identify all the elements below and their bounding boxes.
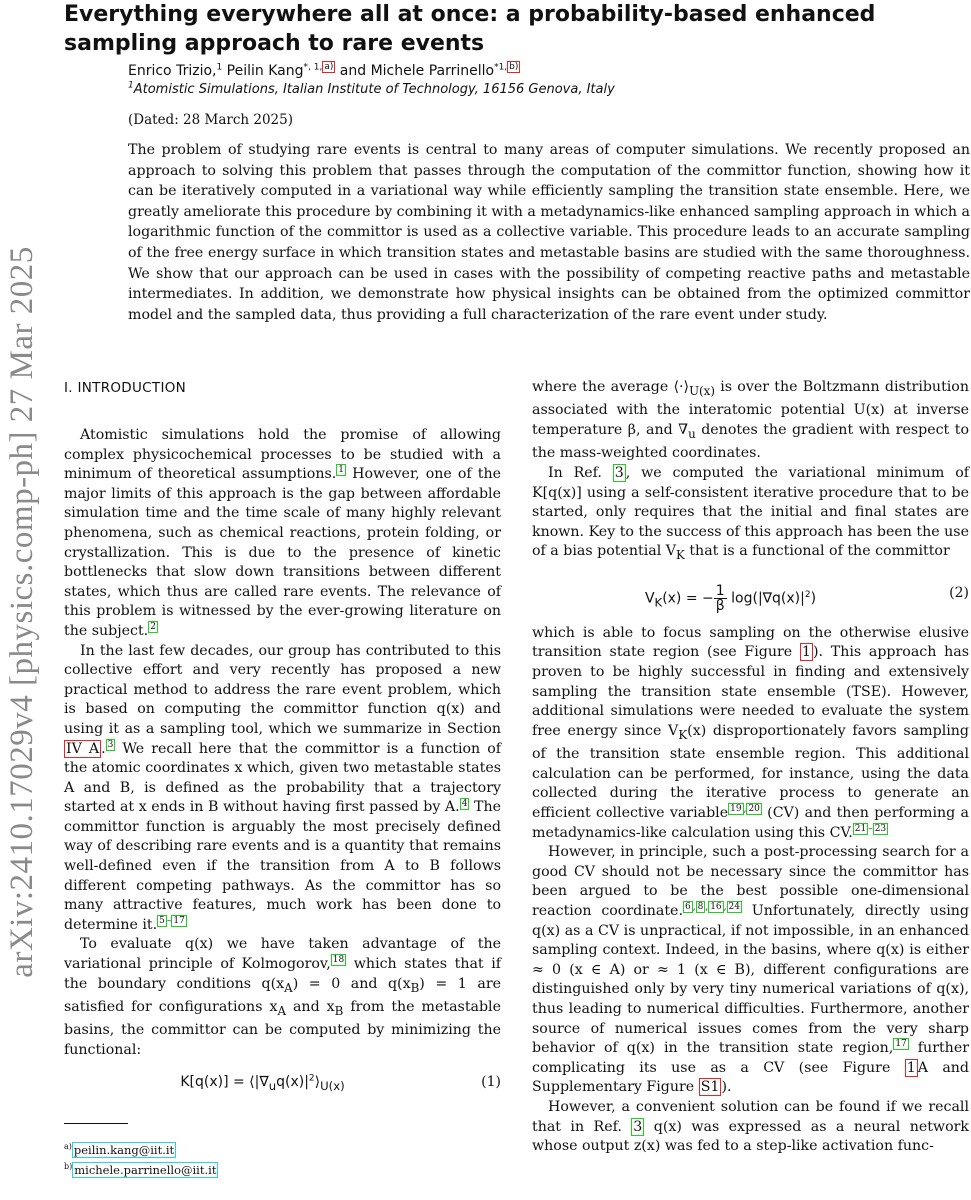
figure-link[interactable]: 1: [801, 644, 811, 661]
paragraph: Atomistic simulations hold the promise of allowing complex physicochemical processes to be studied with a minimum of theoretical assumptions. $^1$ However, one of the major limits of this approach is the gap between affordable simulation time and the time scale of many highly relevant phenomena, such as chemical reactions, protein folding, or crystallization. This is due to the presence of kinetic bottlenecks that slow down transitions between different states, which thus are called rare events. The relevance of this problem is witnessed by the ever-growing literature on the subject. $^2$: [64, 427, 501, 639]
citation-link[interactable]: 6: [684, 902, 691, 913]
paper-title: Everything everywhere all at once: a probability-based enhanced sampling approach to rare events: [64, 2, 876, 56]
arxiv-sidebar: [4, 246, 44, 978]
author-trizio: Enrico Trizio,: [128, 63, 217, 79]
citation-link[interactable]: 3: [633, 1118, 643, 1135]
footnote-b-link[interactable]: b): [509, 62, 519, 73]
citation-link[interactable]: 20: [748, 804, 760, 815]
citation-link[interactable]: 17: [895, 1039, 907, 1050]
supplementary-figure-link[interactable]: S1: [700, 1079, 720, 1096]
citation-link[interactable]: 23: [874, 823, 887, 834]
citation-link[interactable]: 4: [461, 798, 468, 809]
paragraph: which is able to focus sampling on the otherwise elusive transition state region (see Figure 1 ). This approach has proven to be highly successful in finding and extensively sampling the transition state ensemble (TSE). However, additional simulations were needed to evaluate the system free energy since $V_K(x)$ disproportionately favors sampling of the transition state ensemble region. This additional calculation can be performed, for instance, using the data collected during the iterative process to generate an efficient collective variable $^{19 , 20}$ (CV) and then performing a metadynamics-like calculation using this CV. $^{21 - 23}$: [532, 624, 969, 841]
citation-link[interactable]: 2: [150, 622, 156, 633]
left-column: [64, 378, 501, 1180]
citation-link[interactable]: 3: [107, 739, 114, 750]
citation-link[interactable]: 1: [338, 465, 344, 476]
equation-2: $V_K(x)$ = − $\frac{1}{\beta}$ $\log(|\nabla q(x)|^2)$ (2): [644, 582, 969, 614]
section-heading-introduction: I. INTRODUCTION: [64, 380, 187, 396]
citation-link[interactable]: 16: [710, 902, 722, 913]
section-link[interactable]: IV A: [66, 740, 100, 757]
equation-1: $K[q(x)] = ⟨|\nabla_uq(x)|^2⟩_{U(x)}$ (1): [180, 1073, 501, 1093]
email-link-kang[interactable]: peilin.kang@iit.it: [73, 1142, 175, 1157]
affiliation: $^1$Atomistic Simulations, Italian Institute of Technology, 16156 Genova, Italy: [128, 80, 615, 97]
right-column: [532, 378, 969, 1157]
author-kang: Peilin Kang: [226, 63, 304, 79]
paragraph: where the average $⟨\cdot⟩_{U(x)}$ is over the Boltzmann distribution associated with the interatomic potential U(x) at inverse temperature β, and $\nabla_u$ denotes the gradient with respect to the mass-weighted coordinates.: [532, 379, 969, 462]
citation-link[interactable]: 21: [854, 823, 867, 834]
arxiv-identifier[interactable]: arXiv:2410.17029v4 [physics.comp-ph] 27 Mar 2025: [4, 246, 40, 978]
figure-link[interactable]: 1: [906, 1059, 916, 1076]
author-parrinello: and Michele Parrinello: [339, 63, 495, 79]
abstract: The problem of studying rare events is central to many areas of computer simulations. We recently proposed an approach to solving this problem that passes through the computation of the committor function, showing how it can be iteratively computed in a variational way while efficiently sampling the transition state ensemble. Here, we greatly ameliorate this procedure by combining it with a metadynamics-like enhanced sampling approach in which a logarithmic function of the committor is used as a collective variable. This procedure leads to an accurate sampling of the free energy surface in which transition states and metastable basins are studied with the same thoroughness. We show that our approach can be used in cases with the possibility of competing reactive paths and metastable intermediates. In addition, we demonstrate how physical insights can be obtained from the optimized committor model and the sampled data, thus providing a full characterization of the rare event under study.: [128, 142, 971, 323]
citation-link[interactable]: 18: [332, 955, 345, 966]
paragraph: In the last few decades, our group has contributed to this collective effort and very recently has proposed a new practical method to address the rare event problem, which is based on computing the committor function q(x) and using it as a sampling tool, which we summarize in Section IV A . $^3$ We recall here that the committor is a function of the atomic coordinates x which, given two metastable states A and B, is defined as the probability that a trajectory started at x ends in B without having first passed by A. $^4$ The committor function is arguably the most precisely defined way of describing rare events and is a quantity that remains well-defined even if the transition from A to B follows different competing pathways. As the committor has so many attractive features, much work has been done to determine it. $^{5 - 17}$: [64, 642, 501, 933]
paragraph: However, in principle, such a post-processing search for a good CV should not be necessary since the committor has been argued to be the best possible one-dimensional reaction coordinate. $^{6 , 8 , 16 , 24}$ Unfortunately, directly using q(x) as a CV is unpractical, if not impossible, in an enhanced sampling context. Indeed, in the basins, where q(x) is either ≈ 0 (x ∈ A) or ≈ 1 (x ∈ B), different configurations are distinguished only by very tiny numerical variations of q(x), thus leading to numerical difficulties. Furthermore, another source of numerical issues comes from the very sharp behavior of q(x) in the transition state region, $^{17}$ further complicating its use as a CV (see Figure 1 A and Supplementary Figure S1 ).: [532, 844, 969, 1096]
citation-link[interactable]: 19: [730, 804, 742, 815]
citation-link[interactable]: 17: [173, 916, 185, 927]
author-list: Enrico Trizio,$^1$ Peilin Kang$^{*, 1, a)}$ and Michele Parrinello$^{*1, b)}$: [128, 62, 519, 79]
citation-link[interactable]: 3: [614, 465, 624, 482]
footnote-b: $^{b)}$ michele.parrinello@iit.it: [64, 1161, 217, 1177]
citation-link[interactable]: 24: [728, 902, 740, 913]
footnote-a: $^{a)}$ peilin.kang@iit.it: [64, 1141, 175, 1157]
citation-link[interactable]: 5: [159, 916, 165, 927]
date-line: (Dated: 28 March 2025): [128, 112, 293, 128]
citation-link[interactable]: 8: [697, 902, 704, 913]
footnote-a-link[interactable]: a): [324, 62, 334, 73]
paragraph: In Ref. 3 , we computed the variational minimum of K[q(x)] using a self-consistent iterative procedure that to be started, only requires that the initial and final states are known. Key to the success of this approach has been the use of a bias potential $V_K$ that is a functional of the committor: [532, 465, 969, 563]
email-link-parrinello[interactable]: michele.parrinello@iit.it: [74, 1162, 217, 1177]
footnote-rule: [64, 1123, 128, 1124]
paragraph: To evaluate q(x) we have taken advantage of the variational principle of Kolmogorov, $^{18}$ which states that if the boundary conditions $q(x_A) = 0$ and $q(x_B) = 1$ are satisfied for configurations $x_A$ and $x_B$ from the metastable basins, the committor can be computed by minimizing the functional:: [64, 936, 501, 1059]
paragraph: However, a convenient solution can be found if we recall that in Ref. 3 q(x) was expressed as a neural network whose output z(x) was fed to a step-like activation func-: [532, 1098, 969, 1155]
